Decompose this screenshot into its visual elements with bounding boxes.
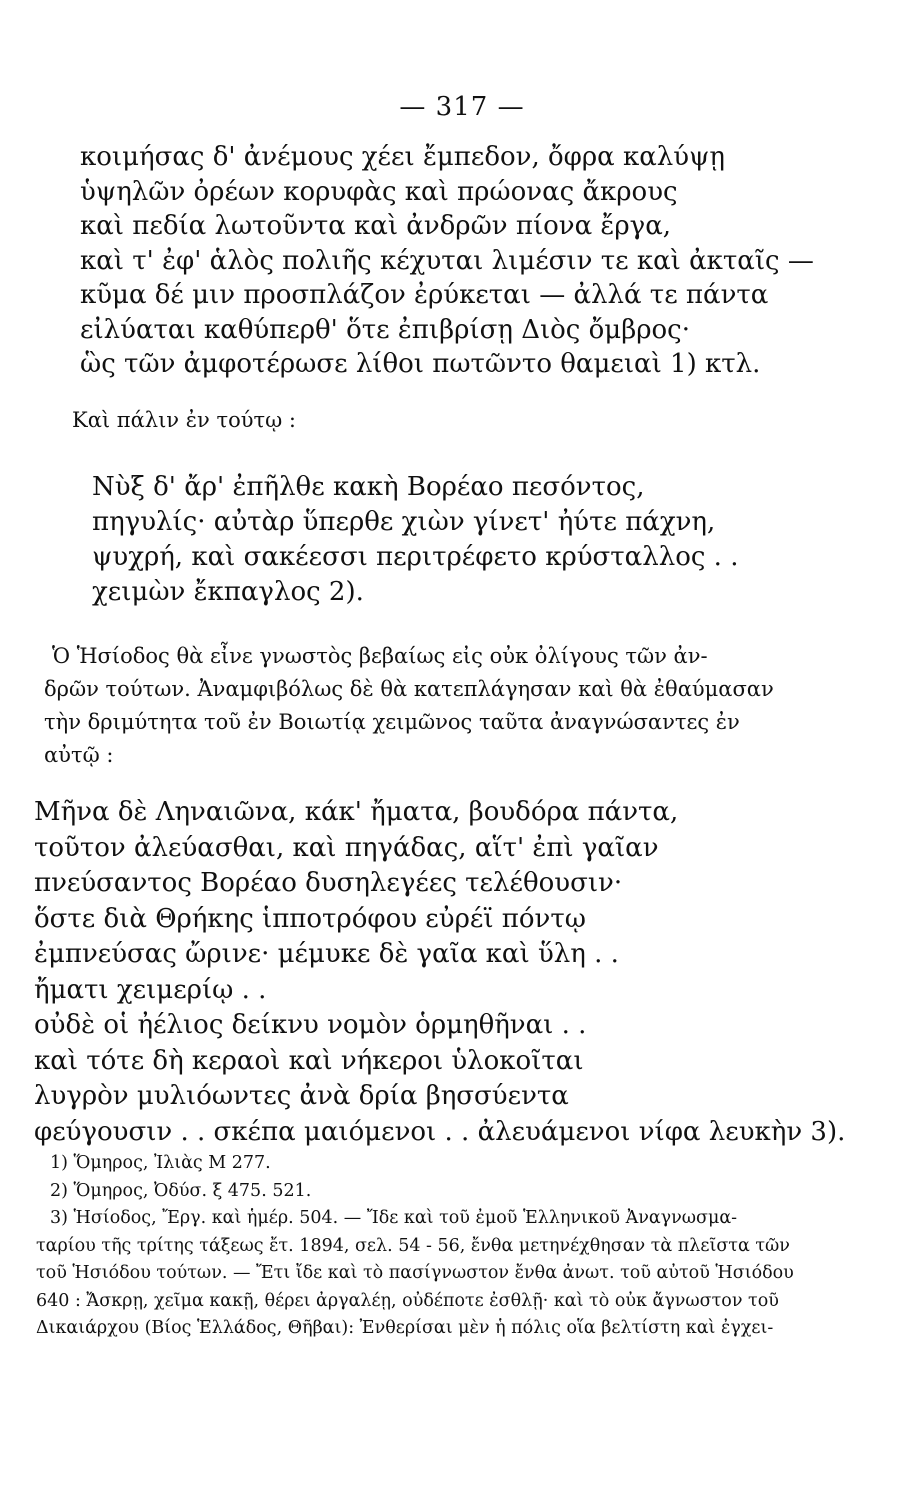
footnote-line: ταρίου τῆς τρίτης τάξεως ἔτ. 1894, σελ. 54 - 56, ἔνθα μετηνέχθησαν τὰ πλεῖστα τῶν xyxy=(36,1235,790,1256)
verse-line: ὅστε διὰ Θρήκης ἱπποτρόφου εὐρέϊ πόντῳ xyxy=(34,903,586,934)
verse-line: τοῦτον ἀλεύασθαι, καὶ πηγάδας, αἵτ' ἐπὶ γαῖαν xyxy=(34,832,659,863)
footnote-line: 1) Ὅμηρος, Ἰλιὰς Μ 277. xyxy=(50,1153,271,1173)
page-number: — 317 — xyxy=(399,92,525,122)
verse-line: καὶ τότε δὴ κεραοὶ καὶ νήκεροι ὑλοκοῖται xyxy=(34,1045,584,1076)
verse-line: ἐμπνεύσας ὤρινε· μέμυκε δὲ γαῖα καὶ ὕλη . . xyxy=(34,939,619,969)
footnotes xyxy=(36,1150,794,1343)
verse-line: οὐδὲ οἱ ἠέλιος δείκνυ νομὸν ὁρμηθῆναι . . xyxy=(34,1010,587,1040)
prose-paragraph xyxy=(44,640,774,772)
footnote-line: Δικαιάρχου (Βίος Ἑλλάδος, Θῆβαι): Ἐνθερίσαι μὲν ἡ πόλις οἵα βελτίστη καὶ ἐγχει- xyxy=(36,1318,774,1338)
footnote-line: 2) Ὅμηρος, Ὀδύσ. ξ 475. 521. xyxy=(50,1180,312,1201)
verse-line: λυγρὸν μυλιόωντες ἀνὰ δρία βησσύεντα xyxy=(34,1081,569,1111)
verse-line: ψυχρή, καὶ σακέεσσι περιτρέφετο κρύσταλλος . . xyxy=(92,542,739,572)
verse-odyssey xyxy=(92,470,738,610)
verse-hesiod xyxy=(34,795,845,1150)
verse-line: φεύγουσιν . . σκέπα μαιόμενοι . . ἀλευάμενοι νίφα λευκὴν 3). xyxy=(34,1116,846,1147)
verse-line: καὶ τ' ἐφ' ἁλὸς πολιῆς κέχυται λιμέσιν τε καὶ ἀκταῖς — xyxy=(80,245,814,276)
verse-line: εἰλύαται καθύπερθ' ὅτε ἐπιβρίσῃ Διὸς ὄμβρος· xyxy=(80,314,690,345)
verse-line: χειμὼν ἔκπαγλος 2). xyxy=(92,577,364,607)
verse-line: πνεύσαντος Βορέαο δυσηλεγέες τελέθουσιν· xyxy=(34,868,623,898)
prose-line: τὴν δριμύτητα τοῦ ἐν Βοιωτίᾳ χειμῶνος ταῦτα ἀναγνώσαντες ἐν xyxy=(44,710,740,734)
prose-line: δρῶν τούτων. Ἀναμφιβόλως δὲ θὰ κατεπλάγησαν καὶ θὰ ἐθαύμασαν xyxy=(44,677,774,701)
verse-line: πηγυλίς· αὐτὰρ ὕπερθε χιὼν γίνετ' ἠύτε πάχνη, xyxy=(92,507,716,537)
footnote-line: 3) Ἡσίοδος, Ἔργ. καὶ ἡμέρ. 504. — Ἴδε καὶ τοῦ ἐμοῦ Ἑλληνικοῦ Ἀναγνωσμα- xyxy=(50,1208,738,1228)
verse-iliad xyxy=(80,140,814,382)
verse-line: καὶ πεδία λωτοῦντα καὶ ἀνδρῶν πίονα ἔργα, xyxy=(80,211,672,241)
verse-line: κῦμα δέ μιν προσπλάζον ἐρύκεται — ἀλλά τε πάντα xyxy=(80,280,769,310)
prose-line: Ὁ Ἡσίοδος θὰ εἶνε γνωστὸς βεβαίως εἰς οὐκ ὀλίγους τῶν ἀν- xyxy=(52,644,708,668)
verse-line: κοιμήσας δ' ἀνέμους χέει ἔμπεδον, ὄφρα καλύψῃ xyxy=(80,142,726,172)
verse-line: ὣς τῶν ἀμφοτέρωσε λίθοι πωτῶντο θαμειαὶ 1) κτλ. xyxy=(80,349,761,379)
prose-line: αὐτῷ : xyxy=(44,743,114,767)
verse-line: ὑψηλῶν ὀρέων κορυφὰς καὶ πρώονας ἄκρους xyxy=(80,176,678,207)
verse-line: ἤματι χειμερίῳ . . xyxy=(34,974,267,1005)
verse-line: Νὺξ δ' ἄρ' ἐπῆλθε κακὴ Βορέαο πεσόντος, xyxy=(92,472,645,502)
footnote-line: τοῦ Ἡσιόδου τούτων. — Ἔτι ἴδε καὶ τὸ πασίγνωστον ἔνθα ἀνωτ. τοῦ αὐτοῦ Ἡσιόδου xyxy=(36,1263,794,1283)
verse-line: Μῆνα δὲ Ληναιῶνα, κάκ' ἤματα, βουδόρα πάντα, xyxy=(34,797,679,827)
footnote-line: 640 : Ἄσκρῃ, χεῖμα κακῇ, θέρει ἀργαλέῃ, οὐδέποτε ἐσθλῇ· καὶ τὸ οὐκ ἄγνωστον τοῦ xyxy=(36,1290,779,1311)
intro-line: Καὶ πάλιν ἐν τούτῳ : xyxy=(72,408,296,432)
